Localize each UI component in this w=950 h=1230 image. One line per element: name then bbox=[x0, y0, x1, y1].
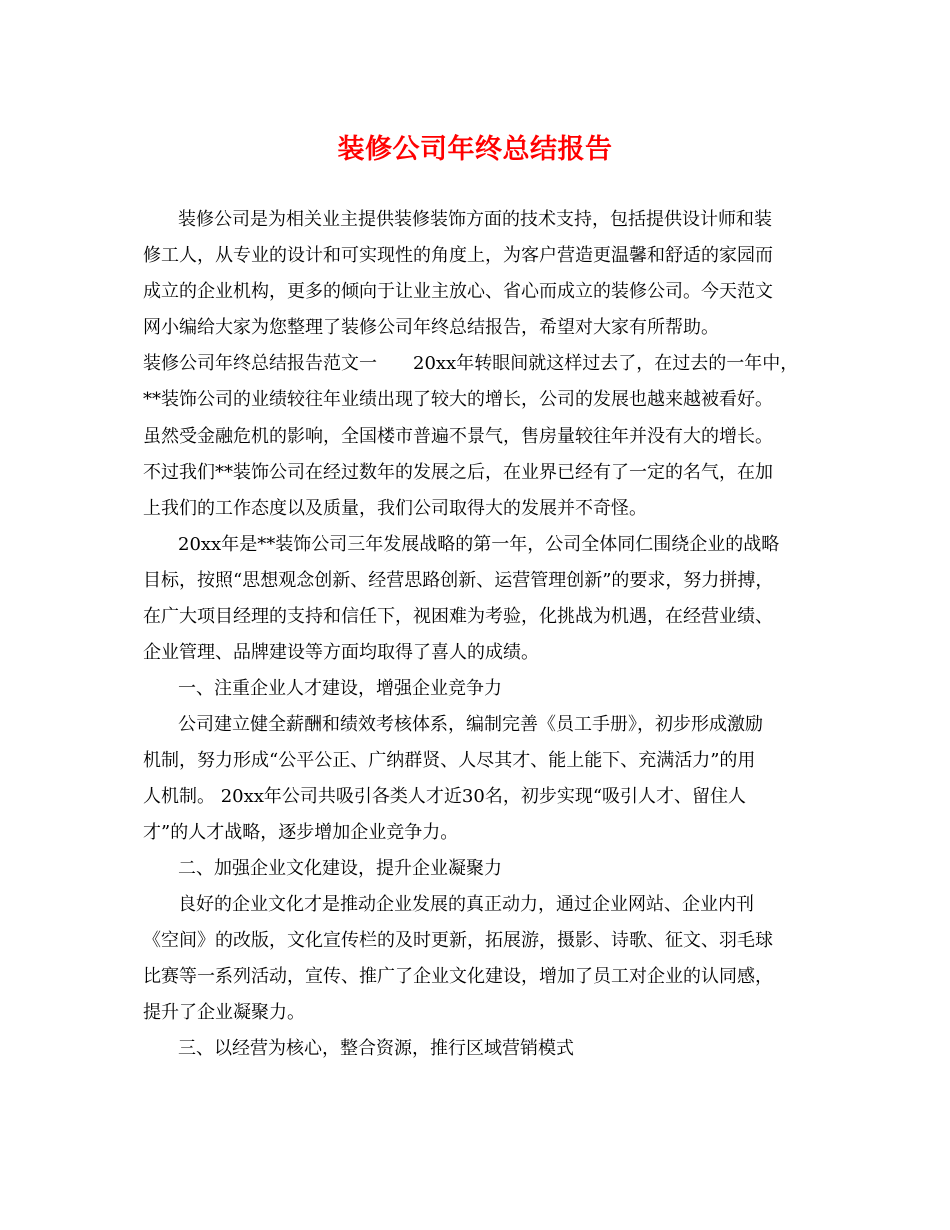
paragraph-line: 网小编给大家为您整理了装修公司年终总结报告，希望对大家有所帮助。 bbox=[143, 317, 719, 338]
paragraph-line: 企业管理、品牌建设等方面均取得了喜人的成绩。 bbox=[143, 642, 539, 663]
paragraph-line: 装修公司年终总结报告范文一 20xx年转眼间就这样过去了，在过去的一年中， bbox=[143, 353, 799, 374]
paragraph-line: 20xx年是**装饰公司三年发展战略的第一年，公司全体同仁围绕企业的战略 bbox=[178, 534, 780, 555]
paragraph-line: **装饰公司的业绩较往年业绩出现了较大的增长，公司的发展也越来越被看好。 bbox=[143, 389, 773, 410]
paragraph-line: 在广大项目经理的支持和信任下，视困难为考验，化挑战为机遇，在经营业绩、 bbox=[143, 606, 773, 627]
document-title: 装修公司年终总结报告 bbox=[337, 134, 613, 165]
paragraph-line: 目标，按照“思想观念创新、经营思路创新、运营管理创新”的要求，努力拼搏， bbox=[143, 570, 774, 591]
paragraph-line: 上我们的工作态度以及质量，我们公司取得大的发展并不奇怪。 bbox=[143, 498, 647, 519]
paragraph-line: 不过我们**装饰公司在经过数年的发展之后，在业界已经有了一定的名气，在加 bbox=[143, 462, 773, 483]
paragraph-line: 良好的企业文化才是推动企业发展的真正动力，通过企业网站、企业内刊 bbox=[178, 894, 754, 915]
section-heading: 三、以经营为核心，整合资源，推行区域营销模式 bbox=[178, 1038, 574, 1059]
paragraph-line: 《空间》的改版，文化宣传栏的及时更新，拓展游，摄影、诗歌、征文、羽毛球 bbox=[143, 930, 773, 951]
paragraph-line: 机制，努力形成“公平公正、广纳群贤、人尽其才、能上能下、充满活力”的用 bbox=[143, 750, 756, 771]
paragraph-line: 虽然受金融危机的影响，全国楼市普遍不景气，售房量较往年并没有大的增长。 bbox=[143, 426, 773, 447]
section-heading: 一、注重企业人才建设，增强企业竞争力 bbox=[178, 678, 502, 699]
paragraph-line: 比赛等一系列活动，宣传、推广了企业文化建设，增加了员工对企业的认同感， bbox=[143, 966, 773, 987]
paragraph-line: 公司建立健全薪酬和绩效考核体系，编制完善《员工手册》，初步形成激励 bbox=[178, 714, 763, 735]
paragraph-line: 提升了企业凝聚力。 bbox=[143, 1002, 305, 1023]
paragraph-line: 装修公司是为相关业主提供装修装饰方面的技术支持，包括提供设计师和装 bbox=[178, 209, 772, 230]
paragraph-line: 人机制。 20xx年公司共吸引各类人才近30名，初步实现“吸引人才、留住人 bbox=[143, 786, 747, 807]
paragraph-line: 才”的人才战略，逐步增加企业竞争力。 bbox=[143, 822, 459, 843]
paragraph-line: 修工人，从专业的设计和可实现性的角度上，为客户营造更温馨和舒适的家园而 bbox=[143, 245, 773, 266]
paragraph-line: 成立的企业机构，更多的倾向于让业主放心、省心而成立的装修公司。今天范文 bbox=[143, 281, 773, 302]
section-heading: 二、加强企业文化建设，提升企业凝聚力 bbox=[178, 858, 502, 879]
